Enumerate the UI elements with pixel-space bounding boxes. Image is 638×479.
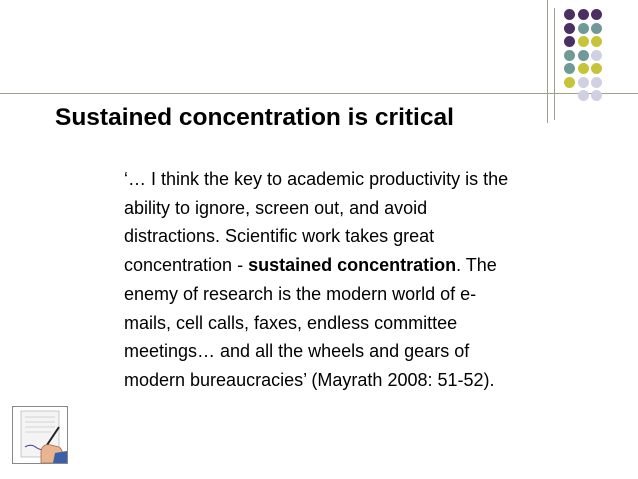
decorative-dot (591, 63, 602, 74)
decorative-dot (578, 23, 589, 34)
decorative-dot (578, 63, 589, 74)
quote-segment: enemy of research is the modern world of e- (124, 283, 477, 304)
quote-segment: meetings… and all the wheels and gears of (124, 341, 470, 362)
decorative-dot (591, 90, 602, 101)
emphasis-sustained-concentration: sustained concentration (248, 255, 457, 276)
accent-vertical-line (554, 8, 555, 120)
quote-segment: . The (456, 255, 497, 276)
accent-horizontal-line (0, 93, 638, 94)
quote-segment: ‘… I think the key to academic productivity is the (124, 169, 509, 189)
slide-title: Sustained concentration is critical (55, 104, 454, 131)
decorative-dot (564, 9, 575, 20)
decorative-dot (591, 77, 602, 88)
decorative-dot (578, 9, 589, 20)
quote-segment: mails, cell calls, faxes, endless committee (124, 312, 458, 333)
quote-line (124, 165, 594, 194)
quote-line (124, 366, 594, 395)
decorative-dot (564, 77, 575, 88)
decorative-dot (564, 50, 575, 61)
quote-line (124, 280, 594, 309)
quote-line (124, 309, 594, 338)
writing-hand-icon (12, 406, 68, 464)
decorative-dot (591, 23, 602, 34)
decorative-dot (578, 77, 589, 88)
quote-line (124, 337, 594, 366)
quote-segment: ability to ignore, screen out, and avoid (124, 197, 428, 218)
decorative-dot (591, 50, 602, 61)
quote-segment: distractions. Scientific work takes great (124, 226, 435, 247)
decorative-dot (578, 90, 589, 101)
quote-segment: concentration - (124, 255, 249, 276)
decorative-dot (564, 36, 575, 47)
decorative-dot (591, 36, 602, 47)
decorative-dot (564, 63, 575, 74)
quote-line (124, 222, 594, 251)
decorative-dot (578, 36, 589, 47)
decorative-dot (564, 23, 575, 34)
quote-segment: modern bureaucracies’ (Mayrath 2008: 51-52). (124, 369, 495, 390)
accent-vertical-line (547, 0, 548, 123)
quote-line (124, 251, 594, 280)
decorative-dot (591, 9, 602, 20)
quote-line (124, 194, 594, 223)
quote-text (124, 165, 594, 395)
decorative-dot (578, 50, 589, 61)
